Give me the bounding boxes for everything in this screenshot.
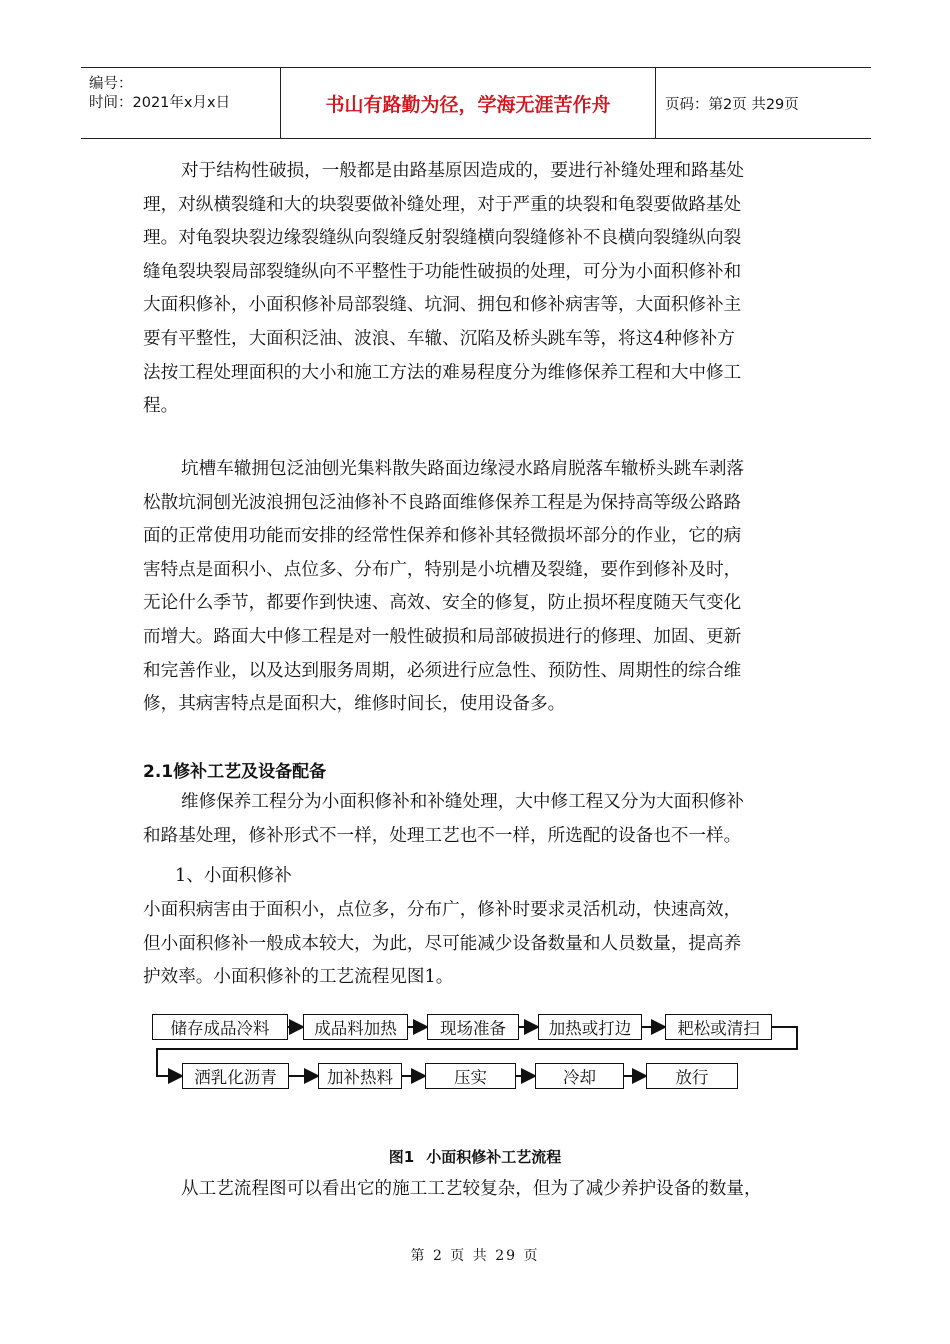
text-line: 要有平整性，大面积泛油、波浪、车辙、沉陷及桥头跳车等，将这4种修补方 — [143, 328, 735, 349]
text-line: 维修保养工程分为小面积修补和补缝处理，大中修工程又分为大面积修补 — [181, 792, 745, 812]
text-line: 松散坑洞刨光波浪拥包泛油修补不良路面维修保养工程是为保持高等级公路路 — [143, 492, 742, 513]
text-line: 法按工程处理面积的大小和施工方法的难易程度分为维修保养工程和大中修工 — [143, 362, 742, 383]
text-line: 和完善作业，以及达到服务周期，必须进行应急性、预防性、周期性的综合维 — [143, 660, 742, 681]
step-heading: 1、小面积修补 — [175, 866, 292, 886]
flow-step: 现场准备 — [427, 1014, 519, 1040]
text-line: 理，对纵横裂缝和大的块裂要做补缝处理，对于严重的块裂和龟裂要做路基处 — [143, 194, 742, 215]
text-line: 护效率。小面积修补的工艺流程见图1。 — [143, 967, 454, 988]
flow-step: 压实 — [425, 1063, 516, 1089]
figure-title: 小面积修补工艺流程 — [426, 1148, 562, 1166]
flow-step: 储存成品冷料 — [152, 1014, 288, 1040]
flow-step: 洒乳化沥青 — [182, 1063, 289, 1089]
text-line: 小面积病害由于面积小，点位多，分布广，修补时要求灵活机动，快速高效， — [143, 900, 742, 920]
paragraph-conclusion — [143, 1173, 811, 1207]
header-meta — [81, 68, 281, 138]
paragraph-small-area — [143, 894, 811, 995]
process-flowchart — [140, 1005, 820, 1105]
text-line: 坑槽车辙拥包泛油刨光集料散失路面边缘浸水路肩脱落车辙桥头跳车剥落 — [181, 459, 745, 479]
text-line: 缝龟裂块裂局部裂缝纵向不平整性于功能性破损的处理，可分为小面积修补和 — [143, 261, 742, 282]
page-header — [81, 67, 871, 139]
text-line: 对于结构性破损，一般都是由路基原因造成的，要进行补缝处理和路基处 — [181, 161, 745, 181]
text-line: 无论什么季节，都要作到快速、高效、安全的修复，防止损坏程度随天气变化 — [143, 593, 742, 614]
page-footer: 第 2 页 共 29 页 — [410, 1248, 540, 1264]
figure-caption — [0, 1146, 950, 1167]
paragraph-structural-damage — [143, 155, 811, 424]
section-heading: 2.1修补工艺及设备配备 — [143, 762, 327, 782]
header-motto: 书山有路勤为径，学海无涯苦作舟 — [281, 68, 656, 138]
text-line: 修，其病害特点是面积大，维修时间长，使用设备多。 — [143, 694, 566, 715]
text-line: 害特点是面积小、点位多、分布广，特别是小坑槽及裂缝，要作到修补及时， — [143, 559, 742, 580]
flow-step: 冷却 — [535, 1063, 624, 1089]
header-page-label: 页码：第2页 共29页 — [665, 96, 799, 113]
text-line: 和路基处理，修补形式不一样，处理工艺也不一样，所选配的设备也不一样。 — [143, 825, 742, 846]
text-line: 面的正常使用功能而安排的经常性保养和修补其轻微损坏部分的作业，它的病 — [143, 526, 742, 547]
text-line: 程。 — [143, 396, 179, 417]
flow-step: 成品料加热 — [303, 1014, 408, 1040]
flow-step: 加补热料 — [318, 1063, 402, 1089]
paragraph-maintenance — [143, 453, 811, 722]
text-line: 但小面积修补一般成本较大，为此，尽可能减少设备数量和人员数量，提高养 — [143, 933, 742, 954]
time-label: 时间：2021年x月x日 — [89, 95, 231, 111]
flow-step: 放行 — [646, 1063, 738, 1089]
figure-number: 图1 — [388, 1148, 415, 1166]
paragraph-repair-types — [143, 786, 811, 853]
text-line: 从工艺流程图可以看出它的施工工艺较复杂，但为了减少养护设备的数量， — [181, 1179, 762, 1199]
text-line: 大面积修补，小面积修补局部裂缝、坑洞、拥包和修补病害等，大面积修补主 — [143, 295, 742, 316]
number-label: 编号： — [89, 76, 133, 92]
flow-step: 加热或打边 — [538, 1014, 642, 1040]
flow-step: 耙松或清扫 — [665, 1014, 772, 1040]
text-line: 理。对龟裂块裂边缘裂缝纵向裂缝反射裂缝横向裂缝修补不良横向裂缝纵向裂 — [143, 228, 742, 249]
text-line: 而增大。路面大中修工程是对一般性破损和局部破损进行的修理、加固、更新 — [143, 626, 742, 647]
